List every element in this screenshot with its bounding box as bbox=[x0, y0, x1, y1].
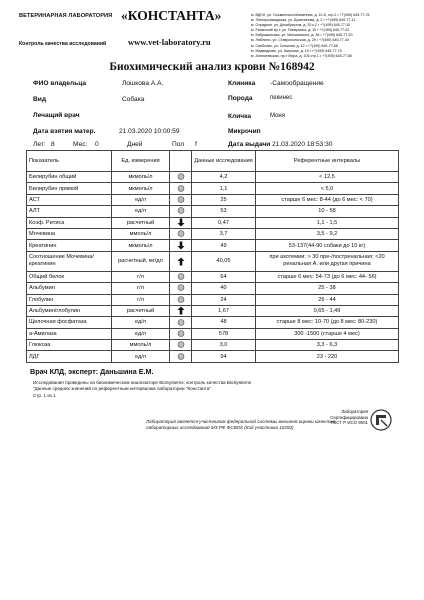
param-flag bbox=[170, 271, 192, 282]
param-unit: ед/л bbox=[112, 194, 170, 205]
clinic-value: -Самообращение bbox=[270, 80, 324, 87]
footnotes bbox=[33, 380, 303, 391]
param-flag bbox=[170, 172, 192, 183]
param-value: 94 bbox=[192, 351, 256, 362]
param-flag bbox=[170, 340, 192, 351]
sample-date-value: 21.03.2020 10:00:59 bbox=[119, 128, 180, 135]
param-unit: ед/л bbox=[112, 328, 170, 339]
normal-indicator-icon bbox=[176, 297, 186, 303]
param-value: 49 bbox=[192, 240, 256, 251]
param-reference: при азотемии: > 30 пре-/постренальная; <20 ренальная А. или другая причина bbox=[256, 251, 399, 271]
col-header-unit: Ед. измерения bbox=[112, 151, 170, 172]
footnote-analyzer: Исследования проведены на биохимическом анализаторе BioSystems; контроль качества BioSystems bbox=[33, 380, 252, 385]
table-header bbox=[27, 151, 399, 172]
species-label: Вид bbox=[33, 96, 47, 103]
age-days-label: Дней bbox=[127, 141, 143, 148]
branch-address: м. Свиблово, ул. Снежная, д. 12 • +7(495) 645-77-66 bbox=[251, 43, 338, 48]
param-value: 25 bbox=[192, 194, 256, 205]
param-unit: ед/л bbox=[112, 317, 170, 328]
certificate-line: Лаборатория bbox=[341, 409, 368, 414]
param-name: Глобулин bbox=[27, 294, 112, 305]
table-row bbox=[27, 283, 399, 294]
branch-address: м. Бабушкинская, ул. Менжинского, д. 36 • +7(495) 645-77-20 bbox=[251, 33, 353, 38]
param-unit: расчетный bbox=[112, 305, 170, 316]
param-name: АЛТ bbox=[27, 206, 112, 217]
age-years-value: 8 bbox=[51, 141, 55, 148]
param-name: Билирубин общий bbox=[27, 172, 112, 183]
param-name: Креатинин bbox=[27, 240, 112, 251]
param-reference: 23 - 220 bbox=[256, 351, 399, 362]
table-row bbox=[27, 217, 399, 228]
normal-indicator-icon bbox=[176, 197, 186, 203]
sex-label: Пол bbox=[172, 141, 185, 148]
arrow-up-icon bbox=[176, 259, 186, 265]
breed-value: пекинес bbox=[270, 95, 293, 101]
age-months-value: 0 bbox=[95, 141, 99, 148]
normal-indicator-icon bbox=[176, 285, 186, 291]
param-name: Мочевина bbox=[27, 228, 112, 239]
normal-indicator-icon bbox=[176, 231, 186, 237]
normal-indicator-icon bbox=[176, 342, 186, 348]
param-reference: старше 8 мес: 10-70 (до 8 мес: 80-230) bbox=[256, 317, 399, 328]
page-number: Стр. 1 из 1 bbox=[33, 393, 56, 398]
param-reference: старше 6 мес: 54-73 (до 6 мес: 44- 56) bbox=[256, 271, 399, 282]
param-value: 40 bbox=[192, 283, 256, 294]
issue-date-value: 21.03.2020 18:53:30 bbox=[272, 141, 333, 148]
lab-subtitle: Контроль качества исследований bbox=[19, 41, 107, 47]
microchip-label: Микрочип bbox=[228, 128, 261, 135]
param-unit: г/л bbox=[112, 271, 170, 282]
clinic-label: Клиника bbox=[228, 80, 256, 87]
param-value: 1,1 bbox=[192, 183, 256, 194]
table-row bbox=[27, 251, 399, 271]
param-unit: расчетный, мг/дл bbox=[112, 251, 170, 271]
param-flag bbox=[170, 328, 192, 339]
branch-address: м. Люблино, ул. Ставропольская, д. 29 • +7(495) 645-77-40 bbox=[251, 38, 349, 43]
param-flag bbox=[170, 283, 192, 294]
normal-indicator-icon bbox=[176, 331, 186, 337]
param-unit: ед/л bbox=[112, 206, 170, 217]
accreditation-note: Лаборатория является участником федеральной системы внешней оценки качества лабораторных исследований МЗ РФ ФСВОК (Код участника 10292) bbox=[146, 419, 336, 430]
param-name: Билирубин прямой bbox=[27, 183, 112, 194]
param-unit: ммоль/л bbox=[112, 340, 170, 351]
branch-list bbox=[251, 13, 411, 59]
normal-indicator-icon bbox=[176, 354, 186, 360]
param-reference: 53-137(44-90 собаки до 10 кг) bbox=[256, 240, 399, 251]
issue-date-label: Дата выдачи bbox=[228, 141, 271, 148]
normal-indicator-icon bbox=[176, 319, 186, 325]
param-flag bbox=[170, 228, 192, 239]
doctor-signature: Врач КЛД, эксперт: Даньшина Е.М. bbox=[30, 367, 154, 376]
sample-date-label: Дата взятия матер. bbox=[33, 128, 96, 135]
param-flag bbox=[170, 183, 192, 194]
table-row bbox=[27, 328, 399, 339]
param-value: 3,7 bbox=[192, 228, 256, 239]
normal-indicator-icon bbox=[176, 274, 186, 280]
param-name: Щелочная фосфатаза bbox=[27, 317, 112, 328]
breed-label: Порода bbox=[228, 95, 253, 102]
table-row bbox=[27, 305, 399, 316]
owner-label: ФИО владельца bbox=[33, 80, 87, 87]
param-name: Альбумин/глобулин bbox=[27, 305, 112, 316]
table-row bbox=[27, 317, 399, 328]
age-years-label: Лет: bbox=[33, 141, 46, 148]
owner-value: Лошкова А.А. bbox=[122, 80, 164, 87]
table-row bbox=[27, 294, 399, 305]
certificate-line: Сертифицирована bbox=[330, 414, 368, 420]
param-value: 578 bbox=[192, 328, 256, 339]
arrow-up-icon bbox=[176, 308, 186, 314]
table-row bbox=[27, 206, 399, 217]
param-reference: 26 - 44 bbox=[256, 294, 399, 305]
param-unit: ед/л bbox=[112, 351, 170, 362]
normal-indicator-icon bbox=[176, 208, 186, 214]
param-name: Соотношение Мочевина/креатинин bbox=[27, 251, 112, 271]
table-row bbox=[27, 194, 399, 205]
param-reference: 1,1 - 1,5 bbox=[256, 217, 399, 228]
param-reference: 3,3 - 6,3 bbox=[256, 340, 399, 351]
param-value: 3,0 bbox=[192, 340, 256, 351]
nickname-value: Моня bbox=[270, 113, 285, 119]
param-value: 24 bbox=[192, 294, 256, 305]
table-row bbox=[27, 183, 399, 194]
param-value: 64 bbox=[192, 271, 256, 282]
param-name: Альбумин bbox=[27, 283, 112, 294]
param-unit: г/л bbox=[112, 283, 170, 294]
branch-address: м. Электрозаводская, ул. Буженинова, д. 2 • +7(495) 645-77-11 bbox=[251, 18, 356, 23]
param-reference: 3,5 - 9,2 bbox=[256, 228, 399, 239]
param-value: 0,47 bbox=[192, 217, 256, 228]
param-name: Общий белок bbox=[27, 271, 112, 282]
param-flag bbox=[170, 351, 192, 362]
param-reference: 25 - 38 bbox=[256, 283, 399, 294]
certificate-line: ГОСТ Р ИСО 9001 bbox=[330, 420, 368, 426]
param-unit: мкмоль/л bbox=[112, 183, 170, 194]
table-row bbox=[27, 340, 399, 351]
col-header-flag bbox=[170, 151, 192, 172]
param-value: 48 bbox=[192, 317, 256, 328]
normal-indicator-icon bbox=[176, 174, 186, 180]
param-flag bbox=[170, 206, 192, 217]
param-unit: расчетный bbox=[112, 217, 170, 228]
param-name: а-Амилаза bbox=[27, 328, 112, 339]
param-name: ЛДГ bbox=[27, 351, 112, 362]
table-row bbox=[27, 240, 399, 251]
param-flag bbox=[170, 305, 192, 316]
param-value: 40,05 bbox=[192, 251, 256, 271]
param-unit: мкмоль/л bbox=[112, 240, 170, 251]
param-reference: 0,65 - 1,49 bbox=[256, 305, 399, 316]
certificate-text bbox=[308, 409, 368, 426]
param-reference: 300 -1500 (старше 4 мес) bbox=[256, 328, 399, 339]
table-row bbox=[27, 351, 399, 362]
param-value: 4,2 bbox=[192, 172, 256, 183]
lab-website[interactable]: www.vet-laboratory.ru bbox=[128, 37, 211, 47]
table-row bbox=[27, 271, 399, 282]
branch-address: м. Медведково, ул. Широкая, д. 15 • +7(495) 645-77-70 bbox=[251, 48, 342, 53]
lab-name: ВЕТЕРИНАРНАЯ ЛАБОРАТОРИЯ bbox=[19, 13, 113, 19]
branch-address: м. Отрадное, ул. Декабристов, д. 20 к.2 • +7(495) 645-77-30 bbox=[251, 23, 351, 28]
param-value: 53 bbox=[192, 206, 256, 217]
age-months-label: Мес: bbox=[73, 141, 88, 148]
param-reference: < 12,5 bbox=[256, 172, 399, 183]
param-name: АСТ bbox=[27, 194, 112, 205]
footnote-reference: "Данные средних значений по референтным интервалам лаборатории "Константа" bbox=[33, 385, 211, 391]
branch-address: м. Рязанский пр-т, ул. Паперника, д. 10 • +7(495) 645-77-02 bbox=[251, 28, 350, 33]
param-flag bbox=[170, 294, 192, 305]
param-reference: < 5,0 bbox=[256, 183, 399, 194]
param-unit: ммоль/л bbox=[112, 228, 170, 239]
species-value: Собака bbox=[122, 96, 145, 103]
branch-address: м. ВДНХ, ул. Ольминского/Изменная, д. 10 А, стр.2 • +7(495) 645-77-76 bbox=[251, 13, 370, 17]
param-name: Коэф. Ритиса bbox=[27, 217, 112, 228]
param-value: 1,67 bbox=[192, 305, 256, 316]
table-row bbox=[27, 228, 399, 239]
param-reference: 10 - 58 bbox=[256, 206, 399, 217]
table-row bbox=[27, 172, 399, 183]
col-header-value: Данные исследования bbox=[192, 151, 256, 172]
param-name: Глюкоза bbox=[27, 340, 112, 351]
lab-brand: «КОНСТАНТА» bbox=[121, 8, 222, 23]
col-header-ref: Референтные интервалы bbox=[256, 151, 399, 172]
document-title: Биохимический анализ крови №168942 bbox=[109, 61, 315, 73]
param-flag bbox=[170, 317, 192, 328]
branch-address: м. Алексеевская, пр-т Мира, д. 105 стр.1 • +7(495) 645-77-80 bbox=[251, 53, 353, 58]
param-flag bbox=[170, 251, 192, 271]
param-flag bbox=[170, 217, 192, 228]
results-table bbox=[26, 150, 399, 363]
sex-value: f bbox=[195, 141, 197, 148]
doctor-label: Лечащий врач bbox=[33, 112, 80, 119]
param-unit: г/л bbox=[112, 294, 170, 305]
arrow-down-icon bbox=[176, 243, 186, 249]
nickname-label: Кличка bbox=[228, 113, 252, 120]
gost-certificate-logo-icon bbox=[370, 409, 392, 436]
normal-indicator-icon bbox=[176, 186, 186, 192]
arrow-down-icon bbox=[176, 220, 186, 226]
param-unit: мкмоль/л bbox=[112, 172, 170, 183]
param-flag bbox=[170, 240, 192, 251]
col-header-name: Показатель bbox=[27, 151, 112, 172]
param-flag bbox=[170, 194, 192, 205]
param-reference: старше 6 мес: 8-44 (до 6 мес: < 70) bbox=[256, 194, 399, 205]
